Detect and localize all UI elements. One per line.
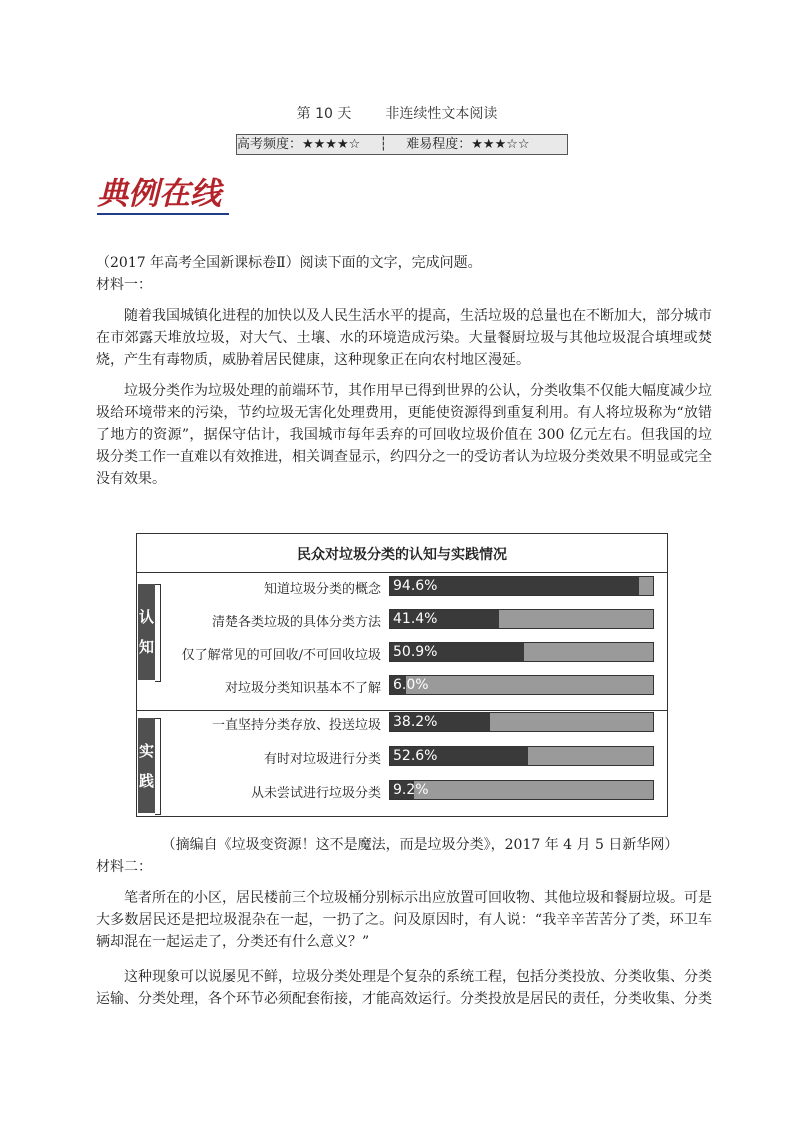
- cognition-group-label: [138, 584, 155, 680]
- intro-text: （2017 年高考全国新课标卷Ⅱ）阅读下面的文字，完成问题。: [96, 255, 482, 271]
- source-citation: （摘编自《垃圾变资源！这不是魔法，而是垃圾分类》，2017 年 4 月 5 日新华网）: [161, 837, 679, 853]
- chart-row: [137, 675, 667, 695]
- survey-chart: [136, 533, 668, 817]
- banner-underline: [97, 213, 229, 215]
- bar-label: 清楚各类垃圾的具体分类方法: [211, 615, 381, 630]
- bar-track: [389, 675, 654, 695]
- practice-char-2: 践: [138, 772, 154, 790]
- chart-row: [137, 780, 667, 800]
- day-label: 第 10 天: [296, 106, 352, 122]
- material1-label: 材料一：: [96, 277, 152, 293]
- bar-value: 41.4%: [393, 611, 438, 627]
- chart-row: [137, 746, 667, 766]
- bar-label: 知道垃圾分类的概念: [263, 582, 381, 597]
- bar-value: 52.6%: [393, 748, 438, 764]
- bar-track: [389, 642, 654, 662]
- chart-row: [137, 642, 667, 662]
- chart-title: 民众对垃圾分类的认知与实践情况: [297, 547, 507, 563]
- separator: ┆: [379, 137, 388, 152]
- material1-paragraph-1: 随着我国城镇化进程的加快以及人民生活水平的提高，生活垃圾的总量也在不断加大，部分城市在市郊露天堆放垃圾，对大气、土壤、水的环境造成污染。大量餐厨垃圾与其他垃圾混合填埋或焚烧，产生有毒物质，威胁着居民健康，这种现象正在向农村地区漫延。: [96, 308, 712, 368]
- bar-label: 一直坚持分类存放、投送垃圾: [211, 718, 381, 733]
- chart-row: [137, 576, 667, 596]
- cognition-bracket: [155, 584, 161, 682]
- chart-group-divider: [137, 710, 667, 711]
- bar-label: 对垃圾分类知识基本不了解: [224, 681, 381, 696]
- page-title: [0, 103, 794, 123]
- material1-paragraph-2: 垃圾分类作为垃圾处理的前端环节，其作用早已得到世界的公认，分类收集不仅能大幅度减少垃圾给环境带来的污染，节约垃圾无害化处理费用，更能使资源得到重复利用。有人将垃圾称为“放错了地方的资源”，据保守估计，我国城市每年丢弃的可回收垃圾价值在 300 亿元左右。但我国的垃圾分类工作一直难以有效推进，相关调查显示，约四分之一的受访者认为垃圾分类效果不明显或完全没有效果。: [96, 383, 712, 487]
- bar-value: 9.2%: [393, 782, 429, 798]
- bar-label: 仅了解常见的可回收/不可回收垃圾: [181, 648, 381, 663]
- practice-bracket: [155, 718, 161, 815]
- frequency-difficulty-box: [236, 134, 568, 155]
- bar-label: 从未尝试进行垃圾分类: [250, 786, 381, 801]
- banner-text: 典例在线: [97, 176, 221, 212]
- material2-paragraph-1: 笔者所在的小区，居民楼前三个垃圾桶分别标示出应放置可回收物、其他垃圾和餐厨垃圾。可是大多数居民还是把垃圾混杂在一起，一扔了之。问及原因时，有人说：“我辛辛苦苦分了类，环卫车辆却混在一起运走了，分类还有什么意义？”: [96, 890, 712, 950]
- cognition-char-2: 知: [138, 638, 154, 656]
- bar-label: 有时对垃圾进行分类: [263, 752, 381, 767]
- bar-track: [389, 712, 654, 732]
- chart-row: [137, 609, 667, 629]
- section-title: 非连续性文本阅读: [385, 106, 498, 122]
- bar-value: 50.9%: [393, 644, 438, 660]
- bar-track: [389, 609, 654, 629]
- bar-track: [389, 576, 654, 596]
- bar-track: [389, 780, 654, 800]
- practice-char-1: 实: [138, 742, 154, 760]
- cognition-char-1: 认: [138, 608, 154, 626]
- bar-value: 6.0%: [393, 677, 429, 693]
- chart-title-divider: [137, 572, 667, 573]
- bar-track: [389, 746, 654, 766]
- bar-value: 94.6%: [393, 578, 438, 594]
- frequency-label: 高考频度：★★★★☆: [237, 137, 361, 152]
- material2-paragraph-2: 这种现象可以说屡见不鲜，垃圾分类处理是个复杂的系统工程，包括分类投放、分类收集、分类运输、分类处理，各个环节必须配套衔接，才能高效运行。分类投放是居民的责任，分类收集、分类: [96, 969, 712, 1007]
- chart-row: [137, 712, 667, 732]
- section-banner: [97, 176, 229, 218]
- material2-label: 材料二：: [96, 859, 152, 875]
- difficulty-label: 难易程度：★★★☆☆: [406, 137, 530, 152]
- bar-value: 38.2%: [393, 714, 438, 730]
